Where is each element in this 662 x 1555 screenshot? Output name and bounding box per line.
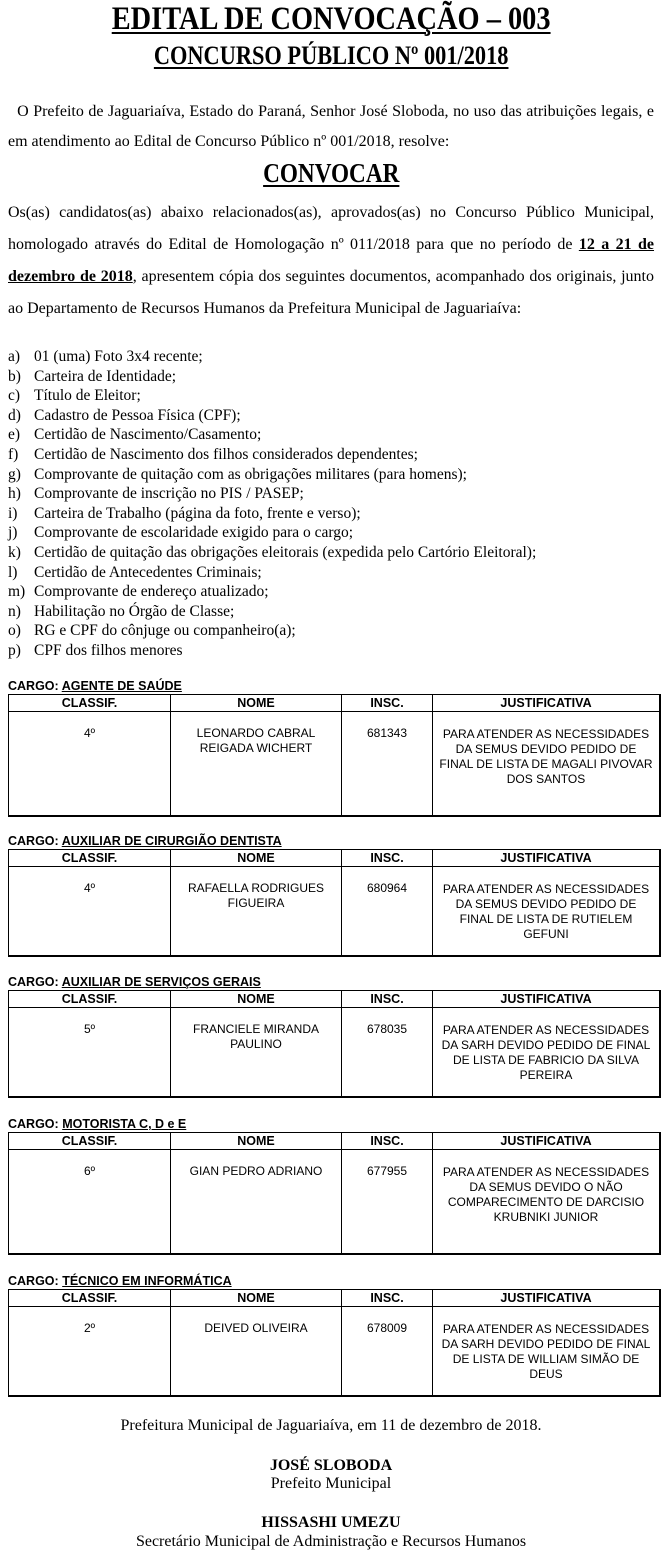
document-item	[8, 367, 654, 387]
document-item	[8, 484, 654, 504]
document-item-letter: n)	[8, 602, 21, 620]
cargo-label	[8, 1117, 662, 1131]
cargo-prefix: CARGO:	[8, 1117, 59, 1131]
cell-insc: 680964	[342, 867, 433, 956]
cell-insc: 678009	[342, 1307, 433, 1396]
cell-nome: FRANCIELE MIRANDA PAULINO	[171, 1008, 342, 1097]
cell-classif: 4º	[9, 712, 171, 816]
cell-nome: DEIVED OLIVEIRA	[171, 1307, 342, 1396]
document-item-letter: g)	[8, 465, 21, 483]
header-insc: INSC.	[342, 1133, 433, 1150]
document-subtitle-text: CONCURSO PÚBLICO Nº 001/2018	[153, 41, 509, 70]
document-item	[8, 504, 654, 524]
document-item-text: Certidão de quitação das obrigações eleitorais (expedida pelo Cartório Eleitoral);	[34, 543, 537, 561]
table-row	[9, 1008, 661, 1097]
signer1-title: Prefeito Municipal	[270, 1475, 392, 1492]
document-item-text: Comprovante de inscrição no PIS / PASEP;	[34, 485, 304, 503]
table-row	[9, 1150, 661, 1254]
cell-insc: 678035	[342, 1008, 433, 1097]
place-date: Prefeitura Municipal de Jaguariaíva, em 11 de dezembro de 2018.	[120, 1417, 542, 1434]
document-item-text: CPF dos filhos menores	[34, 641, 183, 659]
header-classif: CLASSIF.	[9, 991, 171, 1008]
header-insc: INSC.	[342, 991, 433, 1008]
document-item-text: Comprovante de escolaridade exigido para o cargo;	[34, 524, 354, 542]
header-nome: NOME	[171, 850, 342, 867]
cell-justificativa: PARA ATENDER AS NECESSIDADES DA SARH DEVIDO PEDIDO DE FINAL DE LISTA DE FABRICIO DA SILVA PEREIRA	[433, 1008, 661, 1097]
document-item	[8, 386, 654, 406]
signer2-title: Secretário Municipal de Administração e Recursos Humanos	[135, 1533, 527, 1550]
document-item	[8, 602, 654, 622]
cell-insc: 681343	[342, 712, 433, 816]
cargo-prefix: CARGO:	[8, 975, 59, 989]
cell-classif: 2º	[9, 1307, 171, 1396]
header-nome: NOME	[171, 1290, 342, 1307]
body-text-part1: Os(as) candidatos(as) abaixo relacionados(as), aprovados(as) no Concurso Público Municipal, homologado através do Edital de Homologação nº 011/2018 para que no período de	[8, 204, 654, 253]
cell-classif: 6º	[9, 1150, 171, 1254]
cargo-label	[8, 679, 662, 693]
document-item-letter: j)	[8, 524, 18, 542]
cargo-label	[8, 834, 662, 848]
cell-justificativa: PARA ATENDER AS NECESSIDADES DA SEMUS DEVIDO PEDIDO DE FINAL DE LISTA DE RUTIELEM GEFUNI	[433, 867, 661, 956]
header-nome: NOME	[171, 695, 342, 712]
signer2-name: HISSASHI UMEZU	[261, 1514, 401, 1531]
body-paragraph	[8, 197, 654, 325]
document-item-text: Cadastro de Pessoa Física (CPF);	[34, 406, 241, 424]
document-subtitle	[0, 40, 662, 72]
cargo-prefix: CARGO:	[8, 1274, 59, 1288]
document-item-letter: f)	[8, 445, 19, 463]
cell-nome: GIAN PEDRO ADRIANO	[171, 1150, 342, 1254]
document-item-letter: o)	[8, 622, 21, 640]
convocar-text: CONVOCAR	[262, 158, 400, 188]
header-classif: CLASSIF.	[9, 695, 171, 712]
header-justificativa: JUSTIFICATIVA	[433, 695, 661, 712]
table-row	[9, 712, 661, 816]
document-item-letter: i)	[8, 504, 18, 522]
header-nome: NOME	[171, 991, 342, 1008]
header-justificativa: JUSTIFICATIVA	[433, 1290, 661, 1307]
document-item	[8, 465, 654, 485]
cargo-prefix: CARGO:	[8, 679, 59, 693]
document-item	[8, 425, 654, 445]
document-item-text: Habilitação no Órgão de Classe;	[34, 602, 235, 620]
intro-text: O Prefeito de Jaguariaíva, Estado do Paraná, Senhor José Sloboda, no uso das atribuições legais, e em atendimento ao Edital de Concurso Público nº 001/2018, resolve:	[8, 103, 655, 150]
header-justificativa: JUSTIFICATIVA	[433, 1133, 661, 1150]
candidate-table	[8, 694, 661, 817]
document-item-letter: l)	[8, 563, 18, 581]
document-item-letter: e)	[8, 426, 21, 444]
cell-insc: 677955	[342, 1150, 433, 1254]
document-title-text: EDITAL DE CONVOCAÇÃO – 003	[111, 1, 551, 37]
cargo-name: AUXILIAR DE CIRURGIÃO DENTISTA	[61, 834, 282, 848]
document-item	[8, 523, 654, 543]
document-item-text: Certidão de Nascimento dos filhos considerados dependentes;	[34, 445, 418, 463]
table-row	[9, 867, 661, 956]
cell-nome: RAFAELLA RODRIGUES FIGUEIRA	[171, 867, 342, 956]
cargo-prefix: CARGO:	[8, 834, 59, 848]
table-row	[9, 1307, 661, 1396]
document-item-letter: k)	[8, 543, 21, 561]
cargo-label	[8, 1274, 662, 1288]
deadline-highlight: 12 a 21 de dezembro de 2018	[8, 236, 655, 285]
cell-justificativa: PARA ATENDER AS NECESSIDADES DA SEMUS DEVIDO O NÃO COMPARECIMENTO DE DARCISIO KRUBNIKI JUNIOR	[433, 1150, 661, 1254]
header-insc: INSC.	[342, 695, 433, 712]
header-nome: NOME	[171, 1133, 342, 1150]
document-item	[8, 543, 654, 563]
header-classif: CLASSIF.	[9, 1290, 171, 1307]
document-item	[8, 641, 654, 661]
cargo-name: TÉCNICO EM INFORMÁTICA	[62, 1274, 232, 1288]
candidate-table	[8, 990, 661, 1098]
header-insc: INSC.	[342, 1290, 433, 1307]
cell-classif: 5º	[9, 1008, 171, 1097]
document-item-letter: b)	[8, 367, 21, 385]
candidate-table	[8, 1289, 661, 1397]
cargo-name: MOTORISTA C, D e E	[62, 1117, 187, 1131]
header-classif: CLASSIF.	[9, 850, 171, 867]
cell-classif: 4º	[9, 867, 171, 956]
header-classif: CLASSIF.	[9, 1133, 171, 1150]
document-item-letter: m)	[8, 583, 26, 601]
document-item-letter: a)	[8, 348, 21, 365]
document-item-text: Comprovante de quitação com as obrigações militares (para homens);	[34, 465, 467, 483]
document-item-text: Carteira de Trabalho (página da foto, frente e verso);	[34, 504, 361, 522]
document-item-letter: h)	[8, 485, 21, 503]
table-header-row	[9, 1133, 661, 1150]
header-justificativa: JUSTIFICATIVA	[433, 850, 661, 867]
table-header-row	[9, 850, 661, 867]
document-item-letter: p)	[8, 641, 21, 659]
document-item	[8, 347, 654, 367]
header-insc: INSC.	[342, 850, 433, 867]
intro-paragraph	[8, 97, 654, 157]
document-item	[8, 582, 654, 602]
document-item-text: Certidão de Nascimento/Casamento;	[34, 426, 262, 444]
document-item	[8, 563, 654, 583]
cargo-label	[8, 975, 662, 989]
candidate-table	[8, 1132, 661, 1255]
document-item-text: Título de Eleitor;	[34, 387, 141, 405]
cell-nome: LEONARDO CABRAL REIGADA WICHERT	[171, 712, 342, 816]
document-item	[8, 621, 654, 641]
candidate-table	[8, 849, 661, 957]
convocar-heading	[0, 155, 662, 191]
header-justificativa: JUSTIFICATIVA	[433, 991, 661, 1008]
document-item	[8, 445, 654, 465]
document-item	[8, 406, 654, 426]
document-item-letter: c)	[8, 387, 21, 405]
cell-justificativa: PARA ATENDER AS NECESSIDADES DA SEMUS DEVIDO PEDIDO DE FINAL DE LISTA DE MAGALI PIVOVAR DOS SANTOS	[433, 712, 661, 816]
cell-justificativa: PARA ATENDER AS NECESSIDADES DA SARH DEVIDO PEDIDO DE FINAL DE LISTA DE WILLIAM SIMÃO DE DEUS	[433, 1307, 661, 1396]
table-header-row	[9, 695, 661, 712]
document-item-letter: d)	[8, 406, 21, 424]
document-item-text: Carteira de Identidade;	[34, 367, 177, 385]
documents-list	[8, 347, 654, 661]
body-text-part2: , apresentem cópia dos seguintes documentos, acompanhado dos originais, junto ao Departamento de Recursos Humanos da Prefeitura Municipal de Jaguariaíva:	[8, 268, 654, 317]
document-title	[0, 0, 662, 38]
document-item-text: RG e CPF do cônjuge ou companheiro(a);	[34, 622, 296, 640]
signer1-name: JOSÉ SLOBODA	[269, 1457, 393, 1474]
document-item-text: Comprovante de endereço atualizado;	[34, 583, 269, 601]
table-header-row	[9, 991, 661, 1008]
table-header-row	[9, 1290, 661, 1307]
cargo-name: AGENTE DE SAÚDE	[61, 679, 182, 693]
cargo-name: AUXILIAR DE SERVIÇOS GERAIS	[61, 975, 261, 989]
document-item-text: 01 (uma) Foto 3x4 recente;	[34, 348, 203, 365]
document-item-text: Certidão de Antecedentes Criminais;	[34, 563, 262, 581]
